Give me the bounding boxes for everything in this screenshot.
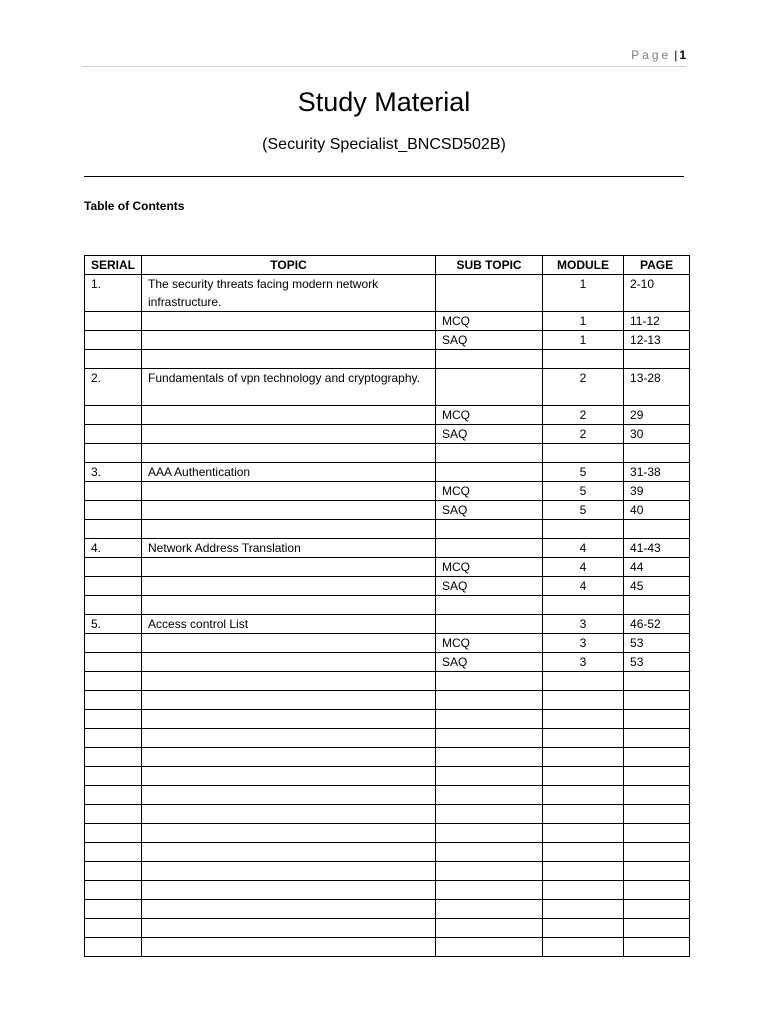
page-cell: 29 (624, 406, 690, 425)
page-cell: 40 (624, 501, 690, 520)
module-cell (543, 729, 624, 748)
topic-cell (142, 824, 436, 843)
table-row (85, 425, 690, 444)
sub-topic-cell (436, 596, 543, 615)
serial-cell (85, 900, 142, 919)
page-cell: 45 (624, 577, 690, 596)
serial-cell (85, 843, 142, 862)
table-row (85, 275, 690, 312)
serial-cell (85, 786, 142, 805)
table-row (85, 938, 690, 957)
serial-cell (85, 881, 142, 900)
serial-cell (85, 938, 142, 957)
serial-cell (85, 425, 142, 444)
module-cell: 3 (543, 634, 624, 653)
toc-header-row (85, 256, 690, 275)
sub-topic-cell: SAQ (436, 653, 543, 672)
table-row (85, 881, 690, 900)
serial-cell (85, 482, 142, 501)
module-cell: 4 (543, 539, 624, 558)
column-header-page: PAGE (624, 256, 690, 275)
module-cell: 3 (543, 653, 624, 672)
column-header-serial: SERIAL (85, 256, 142, 275)
column-header-sub-topic: SUB TOPIC (436, 256, 543, 275)
module-cell (543, 691, 624, 710)
serial-cell: 5. (85, 615, 142, 634)
page-cell: 31-38 (624, 463, 690, 482)
module-cell (543, 520, 624, 539)
sub-topic-cell (436, 938, 543, 957)
table-row (85, 729, 690, 748)
topic-cell (142, 312, 436, 331)
sub-topic-cell (436, 843, 543, 862)
page-cell: 53 (624, 634, 690, 653)
table-row (85, 331, 690, 350)
module-cell: 1 (543, 275, 624, 312)
page-cell (624, 881, 690, 900)
page-cell: 12-13 (624, 331, 690, 350)
page-cell (624, 691, 690, 710)
module-cell (543, 824, 624, 843)
topic-cell (142, 331, 436, 350)
table-row (85, 748, 690, 767)
sub-topic-cell (436, 369, 543, 406)
table-row (85, 444, 690, 463)
topic-cell (142, 767, 436, 786)
page-cell (624, 938, 690, 957)
serial-cell (85, 710, 142, 729)
sub-topic-cell (436, 767, 543, 786)
topic-cell (142, 748, 436, 767)
serial-cell (85, 805, 142, 824)
page-cell (624, 729, 690, 748)
module-cell (543, 596, 624, 615)
serial-cell: 4. (85, 539, 142, 558)
page-cell: 46-52 (624, 615, 690, 634)
serial-cell (85, 824, 142, 843)
serial-cell (85, 444, 142, 463)
topic-cell (142, 425, 436, 444)
module-cell: 2 (543, 406, 624, 425)
topic-cell: Access control List (142, 615, 436, 634)
module-cell (543, 862, 624, 881)
module-cell (543, 805, 624, 824)
module-cell (543, 767, 624, 786)
toc-body (85, 275, 690, 957)
topic-cell (142, 862, 436, 881)
table-row (85, 786, 690, 805)
topic-cell (142, 843, 436, 862)
page-cell (624, 520, 690, 539)
serial-cell (85, 672, 142, 691)
module-cell (543, 900, 624, 919)
table-row (85, 805, 690, 824)
toc-heading: Table of Contents (84, 199, 185, 213)
sub-topic-cell: SAQ (436, 501, 543, 520)
topic-cell (142, 350, 436, 369)
module-cell (543, 938, 624, 957)
table-row (85, 919, 690, 938)
table-row (85, 406, 690, 425)
page-header (82, 44, 686, 67)
table-row (85, 710, 690, 729)
serial-cell (85, 919, 142, 938)
table-row (85, 596, 690, 615)
module-cell (543, 444, 624, 463)
table-row (85, 501, 690, 520)
serial-cell (85, 350, 142, 369)
sub-topic-cell (436, 824, 543, 843)
topic-cell (142, 672, 436, 691)
serial-cell: 1. (85, 275, 142, 312)
table-row (85, 843, 690, 862)
topic-cell (142, 653, 436, 672)
module-cell: 1 (543, 331, 624, 350)
topic-cell (142, 786, 436, 805)
module-cell (543, 919, 624, 938)
topic-cell: AAA Authentication (142, 463, 436, 482)
module-cell: 3 (543, 615, 624, 634)
topic-cell (142, 406, 436, 425)
serial-cell (85, 691, 142, 710)
topic-cell (142, 558, 436, 577)
topic-cell (142, 596, 436, 615)
sub-topic-cell: MCQ (436, 482, 543, 501)
table-row (85, 767, 690, 786)
topic-cell (142, 501, 436, 520)
page-cell: 13-28 (624, 369, 690, 406)
serial-cell: 2. (85, 369, 142, 406)
module-cell: 5 (543, 501, 624, 520)
sub-topic-cell (436, 900, 543, 919)
sub-topic-cell (436, 691, 543, 710)
topic-cell: Network Address Translation (142, 539, 436, 558)
sub-topic-cell: MCQ (436, 558, 543, 577)
topic-cell (142, 938, 436, 957)
table-row (85, 824, 690, 843)
sub-topic-cell (436, 748, 543, 767)
page-cell: 39 (624, 482, 690, 501)
module-cell: 4 (543, 577, 624, 596)
serial-cell (85, 577, 142, 596)
topic-cell: The security threats facing modern network infrastructure. (142, 275, 436, 312)
table-row (85, 577, 690, 596)
module-cell (543, 672, 624, 691)
table-row (85, 350, 690, 369)
sub-topic-cell (436, 862, 543, 881)
sub-topic-cell (436, 729, 543, 748)
column-header-topic: TOPIC (142, 256, 436, 275)
table-row (85, 558, 690, 577)
module-cell (543, 710, 624, 729)
sub-topic-cell (436, 350, 543, 369)
serial-cell (85, 558, 142, 577)
module-cell (543, 881, 624, 900)
page-cell (624, 748, 690, 767)
module-cell: 5 (543, 463, 624, 482)
topic-cell (142, 520, 436, 539)
page-cell (624, 767, 690, 786)
sub-topic-cell: SAQ (436, 331, 543, 350)
topic-cell (142, 900, 436, 919)
table-row (85, 672, 690, 691)
sub-topic-cell (436, 672, 543, 691)
table-row (85, 900, 690, 919)
serial-cell (85, 767, 142, 786)
module-cell: 4 (543, 558, 624, 577)
page-cell (624, 805, 690, 824)
page-cell (624, 919, 690, 938)
sub-topic-cell (436, 520, 543, 539)
sub-topic-cell (436, 805, 543, 824)
page-cell: 11-12 (624, 312, 690, 331)
table-row (85, 539, 690, 558)
page-cell (624, 596, 690, 615)
table-row (85, 634, 690, 653)
serial-cell (85, 331, 142, 350)
page-cell (624, 786, 690, 805)
page-cell: 41-43 (624, 539, 690, 558)
page-cell (624, 824, 690, 843)
page-cell (624, 900, 690, 919)
serial-cell (85, 406, 142, 425)
topic-cell (142, 577, 436, 596)
module-cell (543, 843, 624, 862)
page-cell: 44 (624, 558, 690, 577)
module-cell (543, 786, 624, 805)
table-row (85, 862, 690, 881)
sub-topic-cell (436, 539, 543, 558)
column-header-module: MODULE (543, 256, 624, 275)
sub-topic-cell (436, 786, 543, 805)
serial-cell (85, 312, 142, 331)
serial-cell (85, 520, 142, 539)
document-subtitle: (Security Specialist_BNCSD502B) (262, 136, 506, 153)
page-cell (624, 862, 690, 881)
table-row (85, 520, 690, 539)
table-row (85, 312, 690, 331)
page-number: 1 (679, 48, 686, 62)
sub-topic-cell: MCQ (436, 406, 543, 425)
module-cell (543, 748, 624, 767)
sub-topic-cell (436, 919, 543, 938)
document-title: Study Material (297, 87, 471, 117)
sub-topic-cell (436, 881, 543, 900)
table-row (85, 482, 690, 501)
page-separator: | (674, 48, 678, 62)
serial-cell (85, 862, 142, 881)
table-row (85, 615, 690, 634)
serial-cell: 3. (85, 463, 142, 482)
page-cell (624, 672, 690, 691)
module-cell: 2 (543, 425, 624, 444)
page-cell (624, 710, 690, 729)
module-cell: 1 (543, 312, 624, 331)
module-cell: 5 (543, 482, 624, 501)
sub-topic-cell: SAQ (436, 577, 543, 596)
table-row (85, 463, 690, 482)
sub-topic-cell (436, 710, 543, 729)
horizontal-rule (84, 176, 684, 177)
page-cell (624, 444, 690, 463)
topic-cell (142, 805, 436, 824)
module-cell: 2 (543, 369, 624, 406)
sub-topic-cell (436, 275, 543, 312)
table-row (85, 691, 690, 710)
page-cell (624, 843, 690, 862)
serial-cell (85, 501, 142, 520)
topic-cell (142, 691, 436, 710)
page-cell (624, 350, 690, 369)
topic-cell (142, 710, 436, 729)
topic-cell (142, 729, 436, 748)
topic-cell (142, 881, 436, 900)
topic-cell (142, 634, 436, 653)
topic-cell: Fundamentals of vpn technology and cryptography. (142, 369, 436, 406)
serial-cell (85, 729, 142, 748)
page-cell: 53 (624, 653, 690, 672)
serial-cell (85, 653, 142, 672)
sub-topic-cell: MCQ (436, 634, 543, 653)
sub-topic-cell (436, 463, 543, 482)
topic-cell (142, 444, 436, 463)
page-label: Page (631, 48, 672, 62)
sub-topic-cell (436, 615, 543, 634)
sub-topic-cell: SAQ (436, 425, 543, 444)
toc-table (84, 255, 690, 957)
table-row (85, 369, 690, 406)
module-cell (543, 350, 624, 369)
serial-cell (85, 596, 142, 615)
table-row (85, 653, 690, 672)
topic-cell (142, 919, 436, 938)
page-cell: 30 (624, 425, 690, 444)
topic-cell (142, 482, 436, 501)
sub-topic-cell (436, 444, 543, 463)
serial-cell (85, 748, 142, 767)
serial-cell (85, 634, 142, 653)
page-cell: 2-10 (624, 275, 690, 312)
sub-topic-cell: MCQ (436, 312, 543, 331)
